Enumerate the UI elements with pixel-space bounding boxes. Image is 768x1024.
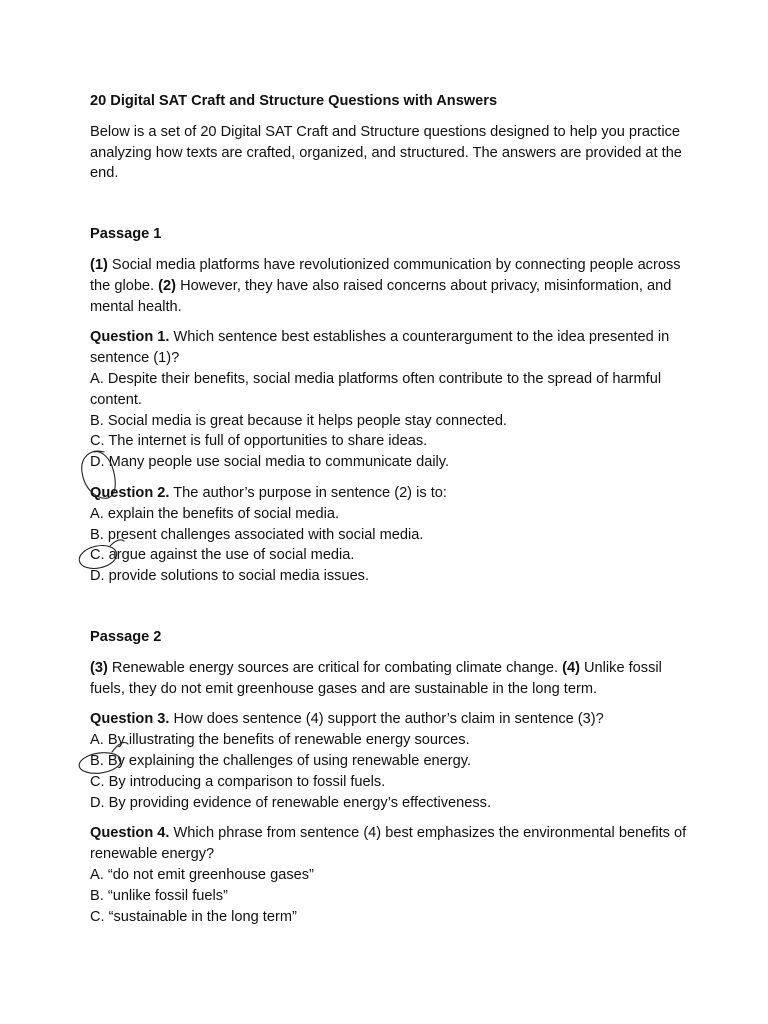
question-prompt: The author’s purpose in sentence (2) is to: [169,484,447,501]
document-title: 20 Digital SAT Craft and Structure Questions with Answers [90,93,498,109]
sentence-label: (2) [158,277,177,294]
passage-heading: Passage 1 [90,226,162,243]
passage-text [90,255,690,317]
intro-paragraph: Below is a set of 20 Digital SAT Craft and Structure questions designed to help you practice analyzing how texts are crafted, organized, and structured. The answers are provided at the end. [90,123,682,182]
sentence-label: (1) [90,256,108,273]
answer-option: C. By introducing a comparison to fossil fuels. [90,773,386,790]
document-page [90,91,690,937]
sentence-label: (4) [562,659,580,676]
answer-option: D. By providing evidence of renewable energy’s effectiveness. [90,794,492,811]
answer-option: D. provide solutions to social media issues. [90,568,370,585]
question-prompt: How does sentence (4) support the author’s claim in sentence (3)? [169,711,604,728]
passage-1 [90,224,690,587]
sentence-text: Social media platforms have revolutionized communication by connecting people across the globe. [90,256,681,294]
question-label: Question 3. [90,711,170,728]
sentence-text: Unlike fossil fuels, they do not emit greenhouse gases and are sustainable in the long term. [90,659,662,697]
answer-option: B. By explaining the challenges of using renewable energy. [90,752,472,769]
answer-option: B. present challenges associated with social media. [90,526,424,543]
question-prompt: Which phrase from sentence (4) best emphasizes the environmental benefits of renewable energy? [90,825,687,863]
answer-option: C. The internet is full of opportunities to share ideas. [90,433,428,450]
answer-option: A. By illustrating the benefits of renewable energy sources. [90,732,470,749]
sentence-label: (3) [90,659,108,676]
sentence-text: Renewable energy sources are critical for combating climate change. [107,659,563,676]
answer-option: C. “sustainable in the long term” [90,908,297,925]
passage-text [90,658,690,700]
question-label: Question 2. [90,484,170,501]
answer-option: B. “unlike fossil fuels” [90,887,228,904]
answer-option: A. “do not emit greenhouse gases” [90,866,314,883]
question-3 [90,709,690,813]
passage-heading: Passage 2 [90,628,162,645]
question-label: Question 4. [90,825,170,842]
question-4 [90,823,690,927]
question-1 [90,327,690,473]
answer-option: D. Many people use social media to communicate daily. [90,454,450,471]
answer-option: C. argue against the use of social media. [90,547,355,564]
passage-2 [90,627,690,927]
question-prompt: Which sentence best establishes a counterargument to the idea presented in sentence (1)? [90,329,670,367]
sentence-text: However, they have also raised concerns about privacy, misinformation, and mental health. [90,277,672,315]
question-2 [90,483,690,587]
answer-option: B. Social media is great because it helps people stay connected. [90,412,507,429]
question-label: Question 1. [90,329,170,346]
answer-option: A. Despite their benefits, social media platforms often contribute to the spread of harmful content. [90,370,662,408]
answer-option: A. explain the benefits of social media. [90,505,340,522]
